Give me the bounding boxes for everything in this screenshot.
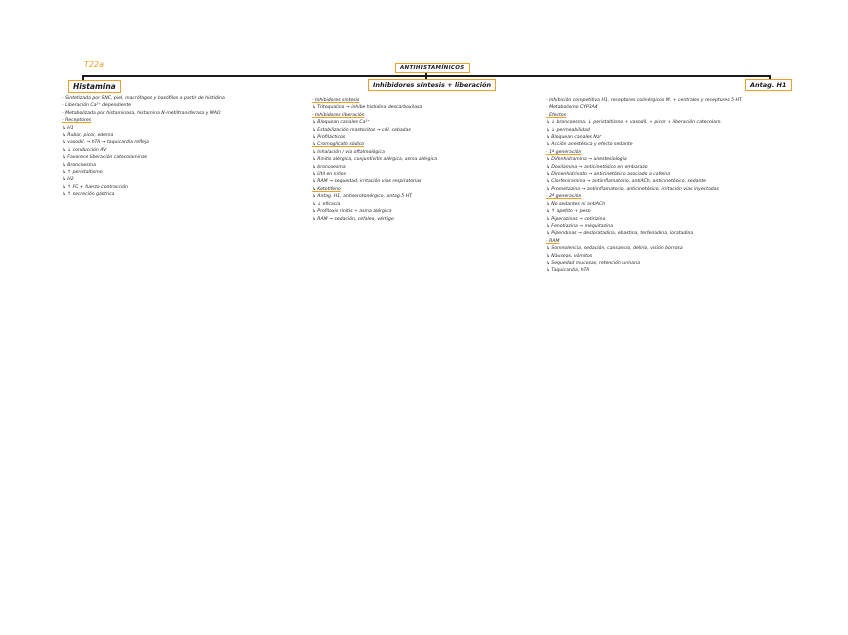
- note-line: - RAM: [546, 238, 560, 244]
- note-line: ↳ ↑ secreción gástrica: [62, 192, 115, 198]
- note-line: - 2ª generación: [546, 194, 582, 200]
- note-line: ↳ vasodil. → hTA → taquicardia refleja: [62, 140, 149, 146]
- note-line: ↳ ↑ FC + fuerza contracción: [62, 184, 128, 190]
- note-line: ↳ Piperidinas → desloratadina, ebastina, terfenadina, loratadina: [546, 231, 694, 237]
- note-line: - Sintetizada por SNC, piel, macrófagos y basófilos a partir de histidina: [62, 96, 225, 101]
- note-line: - Efectos: [546, 112, 566, 118]
- note-line: ↳ Náuseas, vómitos: [546, 253, 593, 259]
- note-line: ↳ ↑ peristaltismo: [62, 170, 103, 176]
- note-line: ↳ H2: [62, 177, 74, 183]
- note-line: ↳ Difenhidramina → anestesiologia: [546, 157, 627, 163]
- note-line: ↳ Broncoesma: [62, 162, 96, 168]
- note-line: ↳ Rubor, picor, edema: [62, 133, 114, 139]
- note-line: ↳ Tritoqualina → inhibe histidina descarboxilasa: [312, 105, 423, 111]
- column-histamina-notes: [62, 95, 314, 199]
- note-line: ↳ RAM → sequedad, irritación vías respiratorias: [312, 179, 422, 185]
- note-line: ↳ Acción anestésica y efecto sedante: [546, 142, 633, 148]
- main-title: ANTIHISTAMÍNICOS: [395, 63, 470, 73]
- note-line: ↳ Sequedad mucosas, retención urinaria: [546, 260, 641, 266]
- column-title-histamina: Histamina: [68, 80, 121, 93]
- note-line: ↳ ↓ permeabilidad: [546, 127, 590, 133]
- note-line: ↳ Bloquean canales Na⁺: [546, 135, 603, 141]
- note-line: ↳ RAM → sedación, cefalea, vértigo: [312, 216, 394, 222]
- column-antag-h1-notes: [546, 97, 788, 275]
- note-line: ↳ Inhalación / vía oftalmológica: [312, 149, 385, 155]
- note-line: ↳ Útil en niños: [312, 172, 346, 178]
- note-line: ↳ Clorfeniramina → antiinflamatorio, antiACh, anticinetósico, sedante: [546, 179, 707, 185]
- note-line: - Metabolismo CYP3A4: [546, 105, 598, 111]
- note-line: ↳ Piperazinas → cetirizina: [546, 216, 606, 222]
- note-line: ↳ Ketotifeno: [312, 186, 341, 192]
- topic-tag: T22a: [84, 60, 104, 69]
- note-line: - Inhibidores liberación: [312, 112, 365, 118]
- note-line: ↳ Doxilamina → anticinetósico en embarazo: [546, 164, 648, 170]
- note-line: - Receptores: [62, 118, 92, 124]
- note-line: ↳ Somnolencia, sedación, cansancio, delirio, visión borrosa: [546, 246, 683, 252]
- note-line: - Liberación Ca²⁺ dependiente: [62, 103, 132, 109]
- note-line: ↳ broncoesma: [312, 164, 346, 170]
- note-line: ↳ Rinitis alérgica, conjuntivitis alérgica, asma alérgica: [312, 157, 438, 163]
- note-line: ↳ Profilaxis rinitis + asma alérgica: [312, 209, 392, 215]
- note-line: ↳ Antag. H1, antiserotonérgico, antag.5-HT: [312, 194, 413, 200]
- note-line: - 1ª generación: [546, 149, 582, 155]
- column-title-antag-h1: Antag. H1: [745, 79, 792, 91]
- note-line: ↳ ↓ eficacia: [312, 201, 341, 207]
- note-line: ↳ Bloquean canales Ca²⁺: [312, 120, 370, 126]
- note-line: ↳ Fenotiazina → mequitazina: [546, 223, 614, 229]
- note-line: ↳ Cromoglicato sódico: [312, 142, 365, 148]
- column-title-inhibidores: Inhibidores síntesis + liberación: [368, 79, 496, 91]
- note-line: ↳ Dimenhidrinato → anticinetósico asociado a cafeína: [546, 172, 671, 178]
- note-line: ↳ No sedantes ni antiACh: [546, 201, 606, 207]
- note-line: ↳ H1: [62, 125, 74, 131]
- note-line: - Inhibidores síntesis: [312, 98, 360, 103]
- note-line: ↳ Taquicardia, hTA: [546, 268, 590, 274]
- note-line: ↳ ↓ conducción AV: [62, 147, 107, 153]
- note-line: ↳ Estabilización mastocitos → cél. cebadas: [312, 127, 411, 133]
- note-line: ↳ Prometazina → antiinflamatorio, anticinetósico, irritación vías inyectadas: [546, 186, 719, 192]
- note-line: ↳ Profilácticos: [312, 135, 346, 141]
- note-line: ↳ ↓ broncoesma, ↓ peristaltismo + vasodil. + picor + liberación catecolam.: [546, 120, 722, 126]
- note-line: - Metabolizada por histaminasa, histamina N-metiltransferasa y MAO: [62, 110, 221, 116]
- note-line: - Inhibición competitiva H1, receptores colinérgicos M, + centrales y receptores 5-HT: [546, 98, 742, 103]
- note-line: ↳ Favorece liberación catecolaminas: [62, 155, 148, 161]
- column-inhibidores-notes: [312, 97, 508, 223]
- note-line: ↳ ↑ apetito + peso: [546, 209, 591, 215]
